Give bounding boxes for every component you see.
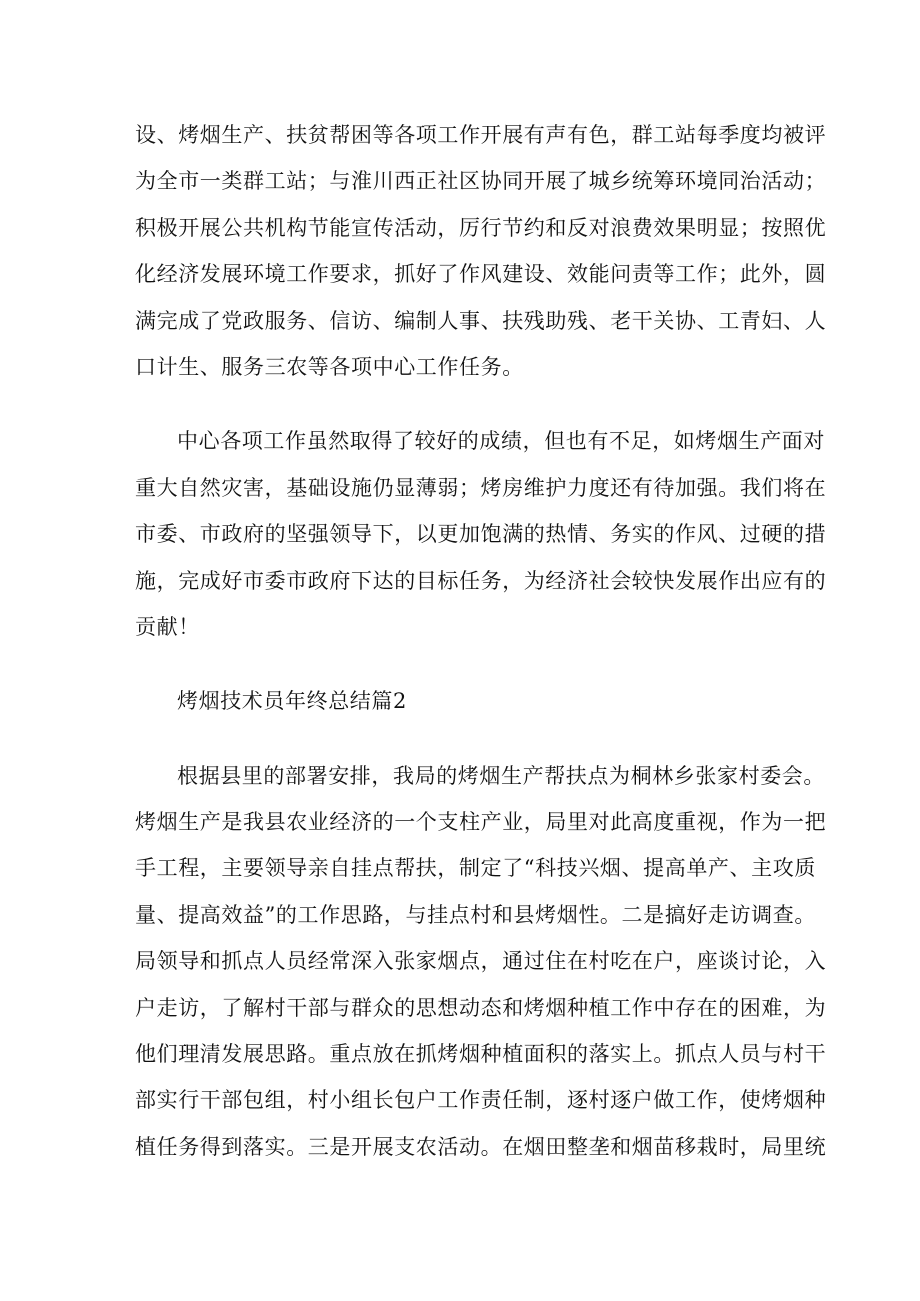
text-line: 市委、市政府的坚强领导下，以更加饱满的热情、务实的作风、过硬的措 [135, 522, 827, 547]
text-line: 口计生、服务三农等各项中心工作任务。 [135, 354, 524, 379]
text-line: 局领导和抓点人员经常深入张家烟点，通过住在村吃在户，座谈讨论，入 [135, 949, 827, 974]
text-line: 户走访，了解村干部与群众的思想动态和烤烟种植工作中存在的困难，为 [135, 995, 827, 1020]
text-line: 他们理清发展思路。重点放在抓烤烟种植面积的落实上。抓点人员与村干 [135, 1042, 827, 1067]
text-line: 为全市一类群工站；与淮川西正社区协同开展了城乡统筹环境同治活动； [135, 169, 827, 194]
section-heading: 烤烟技术员年终总结篇2 [177, 689, 407, 714]
paragraph-gap [135, 650, 799, 678]
text-line: 重大自然灾害，基础设施仍显薄弱；烤房维护力度还有待加强。我们将在 [135, 475, 827, 500]
text-line: 积极开展公共机构节能宣传活动，厉行节约和反对浪费效果明显；按照优 [135, 215, 827, 240]
text-line: 植任务得到落实。三是开展支农活动。在烟田整垄和烟苗移栽时，局里统 [135, 1134, 827, 1159]
paragraph-tobacco-support [135, 753, 827, 1171]
text-line: 设、烤烟生产、扶贫帮困等各项工作开展有声有色，群工站每季度均被评 [135, 123, 827, 147]
text-line: 根据县里的部署安排，我局的烤烟生产帮扶点为桐林乡张家村委会。 [177, 763, 825, 788]
paragraph-shortcomings [135, 418, 827, 650]
text-line: 中心各项工作虽然取得了较好的成绩，但也有不足，如烤烟生产面对 [177, 429, 825, 454]
paragraph-gap [135, 725, 799, 753]
text-line: 量、提高效益”的工作思路，与挂点村和县烤烟性。二是搞好走访调查。 [135, 902, 816, 927]
text-line: 施，完成好市委市政府下达的目标任务，为经济社会较快发展作出应有的 [135, 568, 827, 593]
text-line: 手工程，主要领导亲自挂点帮扶，制定了“科技兴烟、提高单产、主攻质 [135, 856, 816, 881]
text-line: 贡献！ [135, 614, 200, 639]
text-line: 满完成了党政服务、信访、编制人事、扶残助残、老干关协、工青妇、人 [135, 308, 827, 333]
text-line: 烤烟生产是我县农业经济的一个支柱产业，局里对此高度重视，作为一把 [135, 810, 827, 835]
document-body [135, 112, 827, 1170]
text-line: 部实行干部包组，村小组长包户工作责任制，逐村逐户做工作，使烤烟种 [135, 1088, 827, 1113]
text-line: 化经济发展环境工作要求，抓好了作风建设、效能问责等工作；此外，圆 [135, 262, 827, 287]
paragraph-gap [135, 390, 799, 418]
paragraph-continued [135, 112, 827, 390]
